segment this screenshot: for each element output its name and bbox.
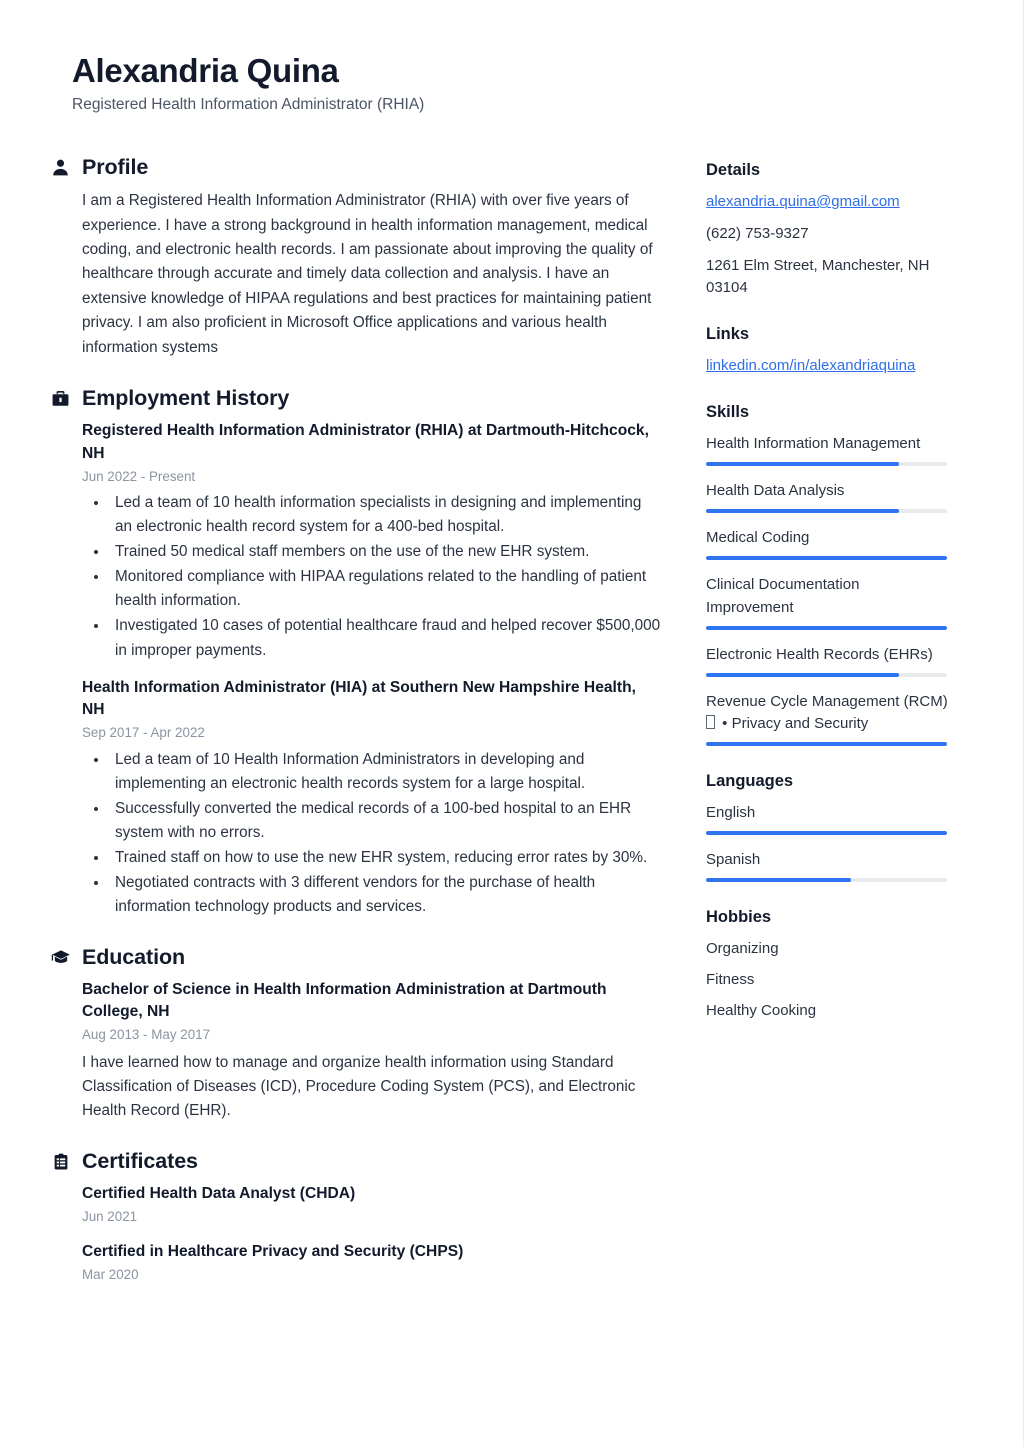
sidebar-details xyxy=(706,161,951,299)
language-item xyxy=(706,849,951,882)
content-columns xyxy=(0,155,1023,1311)
list-item: • Negotiated contracts with 3 different vendors for the purchase of health information technology products and services. xyxy=(109,871,662,919)
skill-meter-track xyxy=(706,556,947,560)
skill-meter-fill xyxy=(706,673,899,677)
skill-meter-track xyxy=(706,742,947,746)
education-entry-title: Bachelor of Science in Health Information Administration at Dartmouth College, NH xyxy=(82,980,607,1020)
list-item: • Led a team of 10 health information specialists in designing and implementing an electronic health record system for a 400-bed hospital. xyxy=(109,491,662,539)
sidebar-links-title: Links xyxy=(706,325,750,344)
sidebar-column xyxy=(662,155,951,1048)
section-profile-header xyxy=(50,155,662,180)
employment-entry xyxy=(82,677,662,919)
skill-meter-track xyxy=(706,462,947,466)
job-title-subtitle: Registered Health Information Administrator (RHIA) xyxy=(72,95,425,113)
section-certificates-title: Certificates xyxy=(82,1149,198,1174)
certificate-entry xyxy=(82,1241,662,1285)
skill-meter-fill xyxy=(706,509,899,513)
skill-meter-fill xyxy=(706,556,947,560)
section-profile xyxy=(50,155,662,360)
skill-meter-fill xyxy=(706,626,947,630)
employment-entry-date: Sep 2017 - Apr 2022 xyxy=(82,724,205,740)
sidebar-languages xyxy=(706,772,951,882)
language-label: English xyxy=(706,803,756,821)
employment-entry-date: Jun 2022 - Present xyxy=(82,468,196,484)
sidebar-hobbies xyxy=(706,908,951,1022)
certificate-entry xyxy=(82,1183,662,1227)
section-employment-body xyxy=(50,420,662,918)
missing-glyph-box xyxy=(706,715,715,729)
language-meter-track xyxy=(706,831,947,835)
sidebar-languages-title: Languages xyxy=(706,771,794,790)
skill-label xyxy=(706,691,951,735)
certificate-entry-date: Mar 2020 xyxy=(82,1267,139,1283)
language-meter-fill xyxy=(706,878,851,882)
skill-item xyxy=(706,574,951,629)
employment-entry-bullets xyxy=(82,748,662,919)
list-item: • Led a team of 10 Health Information Administrators in developing and implementing an electronic health records system for a large hospital. xyxy=(109,748,662,796)
skill-label-text: Revenue Cycle Management (RCM) • Privacy and Security xyxy=(706,692,948,732)
section-profile-title: Profile xyxy=(82,155,149,180)
hobby-item: Organizing xyxy=(706,939,779,957)
skill-meter-track xyxy=(706,626,947,630)
education-entry-description: I have learned how to manage and organize health information using Standard Classification of Diseases (ICD), Procedure Coding System (PCS), and Electronic Health Record (EHR). xyxy=(82,1053,636,1120)
list-item: • Monitored compliance with HIPAA regulations related to the handling of patient health information. xyxy=(109,565,662,613)
employment-entry-bullets xyxy=(82,491,662,662)
skill-meter-track xyxy=(706,509,947,513)
language-item xyxy=(706,802,951,835)
person-icon xyxy=(50,157,71,178)
skill-item xyxy=(706,644,951,677)
education-entry xyxy=(82,979,662,1124)
skill-meter-track xyxy=(706,673,947,677)
employment-entry xyxy=(82,420,662,662)
skill-label: Health Information Management xyxy=(706,435,921,453)
section-education-body xyxy=(50,979,662,1124)
email-link[interactable]: alexandria.quina@gmail.com xyxy=(706,193,900,211)
skill-item xyxy=(706,480,951,513)
hobby-item: Healthy Cooking xyxy=(706,1001,817,1019)
sidebar-skills xyxy=(706,403,951,745)
list-item: • Successfully converted the medical records of a 100-bed hospital to an EHR system with no errors. xyxy=(109,797,662,845)
employment-entry-title: Registered Health Information Administrator (RHIA) at Dartmouth-Hitchcock, NH xyxy=(82,422,649,462)
graduation-cap-icon xyxy=(50,947,71,968)
briefcase-icon xyxy=(50,388,71,409)
profile-text: I am a Registered Health Information Administrator (RHIA) with over five years of experience. I have a strong background in health information management, medical coding, and electronic health records. I am passionate about improving the quality of healthcare through accurate and timely data collection and analysis. I have an extensive knowledge of HIPAA regulations and best practices for maintaining patient privacy. I am also proficient in Microsoft Office applications and various health information systems xyxy=(82,192,653,356)
language-meter-track xyxy=(706,878,947,882)
section-certificates-body xyxy=(50,1183,662,1285)
resume-header xyxy=(0,0,1023,115)
section-profile-body xyxy=(50,189,662,360)
main-column xyxy=(50,155,662,1311)
section-certificates xyxy=(50,1149,662,1285)
clipboard-certificate-icon xyxy=(50,1151,71,1172)
skill-label: Electronic Health Records (EHRs) xyxy=(706,645,933,663)
sidebar-skills-title: Skills xyxy=(706,403,750,422)
page-title: Alexandria Quina xyxy=(72,52,339,89)
linkedin-link[interactable]: linkedin.com/in/alexandriaquina xyxy=(706,357,916,375)
section-employment-title: Employment History xyxy=(82,386,290,411)
section-certificates-header xyxy=(50,1149,662,1174)
skill-label: Medical Coding xyxy=(706,529,810,547)
list-item: • Trained staff on how to use the new EHR system, reducing error rates by 30%. xyxy=(109,846,662,870)
mailing-address: 1261 Elm Street, Manchester, NH 03104 xyxy=(706,257,930,297)
certificate-entry-title: Certified Health Data Analyst (CHDA) xyxy=(82,1185,356,1203)
sidebar-hobbies-title: Hobbies xyxy=(706,907,772,926)
employment-entry-title: Health Information Administrator (HIA) at Southern New Hampshire Health, NH xyxy=(82,678,636,718)
certificate-entry-title: Certified in Healthcare Privacy and Security (CHPS) xyxy=(82,1243,464,1261)
skill-meter-fill xyxy=(706,742,947,746)
hobby-item: Fitness xyxy=(706,970,755,988)
sidebar-details-title: Details xyxy=(706,161,761,180)
section-education xyxy=(50,945,662,1124)
section-education-header xyxy=(50,945,662,970)
section-employment-header xyxy=(50,386,662,411)
section-employment xyxy=(50,386,662,918)
skill-item xyxy=(706,691,951,746)
education-entry-date: Aug 2013 - May 2017 xyxy=(82,1026,211,1042)
language-label: Spanish xyxy=(706,850,761,868)
list-item: • Trained 50 medical staff members on the use of the new EHR system. xyxy=(109,540,662,564)
skill-item xyxy=(706,527,951,560)
sidebar-links xyxy=(706,325,951,377)
skill-label: Clinical Documentation Improvement xyxy=(706,576,860,616)
list-item: • Investigated 10 cases of potential healthcare fraud and helped recover $500,000 in improper payments. xyxy=(109,614,662,662)
skill-meter-fill xyxy=(706,462,899,466)
skill-label: Health Data Analysis xyxy=(706,482,845,500)
language-meter-fill xyxy=(706,831,947,835)
skill-item xyxy=(706,433,951,466)
phone-number: (622) 753-9327 xyxy=(706,225,809,243)
section-education-title: Education xyxy=(82,944,186,969)
certificate-entry-date: Jun 2021 xyxy=(82,1209,138,1225)
